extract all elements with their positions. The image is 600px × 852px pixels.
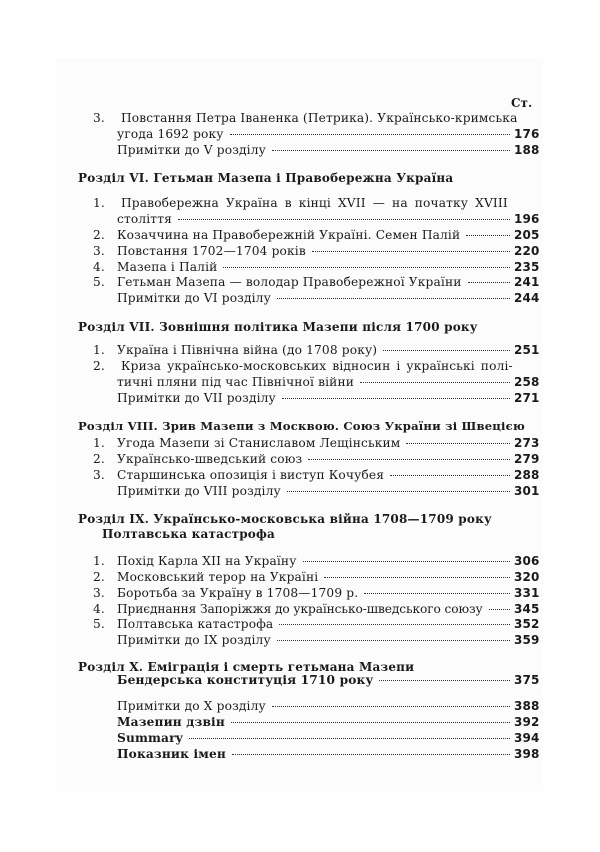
dot-leader [272,706,510,707]
dot-leader [466,235,510,236]
page-number: 205 [514,228,540,242]
toc-entry-vii-1[interactable]: 1. Україна і Північна війна (до 1708 року) 251 [93,343,540,357]
dot-leader [231,722,510,723]
page-number: 398 [514,747,540,761]
chapter-title-vi[interactable]: Розділ VI. Гетьман Мазепа і Правобережна Україна [78,171,454,185]
toc-entry-summary[interactable]: Summary 394 [117,731,540,745]
toc-entry-viii-2[interactable]: 2. Українсько-шведський союз 279 [93,452,540,466]
page-number: 271 [514,391,540,405]
dot-leader [223,267,510,268]
page-number: 176 [514,127,540,141]
toc-entry-x-constitution[interactable]: Бендерська конституція 1710 року 375 [117,673,540,687]
toc-entry-vi-1[interactable]: 1. Правобережна Україна в кінці XVII — на початку XVIII [93,196,508,210]
chapter-title-vii[interactable]: Розділ VII. Зовнішня політика Мазепи після 1700 року [78,320,478,334]
page-number: 273 [514,436,540,450]
toc-entry-vii-2-cont[interactable]: тичні пляни під час Північної війни 258 [117,375,540,389]
dot-leader [324,577,510,578]
toc-entry-mazepa-bell[interactable]: Мазепин дзвін 392 [117,715,540,729]
page-number: 331 [514,586,540,600]
toc-entry-ix-5[interactable]: 5. Полтавська катастрофа 352 [93,617,540,631]
dot-leader [277,298,510,299]
page-number: 241 [514,275,540,289]
page-number: 188 [514,143,540,157]
toc-entry-v-notes[interactable]: Примітки до V розділу 188 [117,143,540,157]
dot-leader [272,150,510,151]
dot-leader [282,398,510,399]
page-number: 235 [514,260,540,274]
page-number: 301 [514,484,540,498]
dot-leader [390,475,510,476]
toc-entry-ix-4[interactable]: 4. Приєднання Запоріжжя до українсько-шведського союзу 345 [93,602,540,616]
page-number: 394 [514,731,540,745]
dot-leader [312,251,510,252]
chapter-title-x[interactable]: Розділ X. Еміграція і смерть гетьмана Мазепи [78,660,415,674]
entry-title: Повстання Петра Іваненка (Петрика). Українсько-кримська [121,111,518,125]
toc-entry-ix-3[interactable]: 3. Боротьба за Україну в 1708—1709 р. 331 [93,586,540,600]
toc-entry-vii-notes[interactable]: Примітки до VII розділу 271 [117,391,540,405]
dot-leader [308,459,510,460]
page-number: 388 [514,699,540,713]
toc-entry-viii-1[interactable]: 1. Угода Мазепи зі Станиславом Лещінським 273 [93,436,540,450]
page-number: 392 [514,715,540,729]
page-column-label: Ст. [511,96,533,110]
dot-leader [406,443,510,444]
page-number: 196 [514,212,540,226]
dot-leader [489,609,510,610]
toc-entry-v-3[interactable]: 3. Повстання Петра Іваненка (Петрика). Українсько-кримська [93,111,518,125]
toc-entry-viii-3[interactable]: 3. Старшинська опозиція і виступ Кочубея 288 [93,468,540,482]
toc-entry-name-index[interactable]: Показник імен 398 [117,747,540,761]
page-number: 251 [514,343,540,357]
page-number: 288 [514,468,540,482]
toc-entry-vi-5[interactable]: 5. Гетьман Мазепа — володар Правобережної України 241 [93,275,540,289]
dot-leader [287,491,510,492]
dot-leader [189,738,510,739]
toc-entry-vi-4[interactable]: 4. Мазепа і Палій 235 [93,260,540,274]
dot-leader [303,561,510,562]
dot-leader [279,624,510,625]
dot-leader [360,382,510,383]
dot-leader [379,680,510,681]
dot-leader [364,593,510,594]
page-number: 320 [514,570,540,584]
toc-entry-vi-1-cont[interactable]: століття 196 [117,212,540,226]
chapter-subtitle-ix[interactable]: Полтавська катастрофа [102,527,276,541]
toc-entry-vii-2[interactable]: 2. Криза українсько-московських відносин і українські полі- [93,359,513,373]
page-number: 258 [514,375,540,389]
dot-leader [178,219,510,220]
dot-leader [383,350,510,351]
toc-entry-vi-notes[interactable]: Примітки до VI розділу 244 [117,291,540,305]
page-number: 352 [514,617,540,631]
toc-entry-ix-1[interactable]: 1. Похід Карла XII на Україну 306 [93,554,540,568]
page-number: 220 [514,244,540,258]
page-number: 359 [514,633,540,647]
page-number: 244 [514,291,540,305]
toc-entry-viii-notes[interactable]: Примітки до VIII розділу 301 [117,484,540,498]
page-number: 345 [514,602,540,616]
toc-entry-ix-notes[interactable]: Примітки до IX розділу 359 [117,633,540,647]
dot-leader [232,754,510,755]
toc-entry-v-3-cont[interactable]: угода 1692 року 176 [117,127,540,141]
page-number: 306 [514,554,540,568]
chapter-title-viii[interactable]: Розділ VIII. Зрив Мазепи з Москвою. Союз України зі Швецією [78,419,526,433]
toc-entry-vi-2[interactable]: 2. Козаччина на Правобережній Україні. Семен Палій 205 [93,228,540,242]
toc-entry-x-notes[interactable]: Примітки до X розділу 388 [117,699,540,713]
page-number: 375 [514,673,540,687]
dot-leader [468,282,511,283]
toc-entry-ix-2[interactable]: 2. Московський терор на Україні 320 [93,570,540,584]
dot-leader [277,640,510,641]
page-number: 279 [514,452,540,466]
chapter-title-ix[interactable]: Розділ IX. Українсько-московська війна 1708—1709 року [78,512,492,526]
toc-entry-vi-3[interactable]: 3. Повстання 1702—1704 років 220 [93,244,540,258]
dot-leader [230,134,510,135]
book-page [56,58,543,791]
